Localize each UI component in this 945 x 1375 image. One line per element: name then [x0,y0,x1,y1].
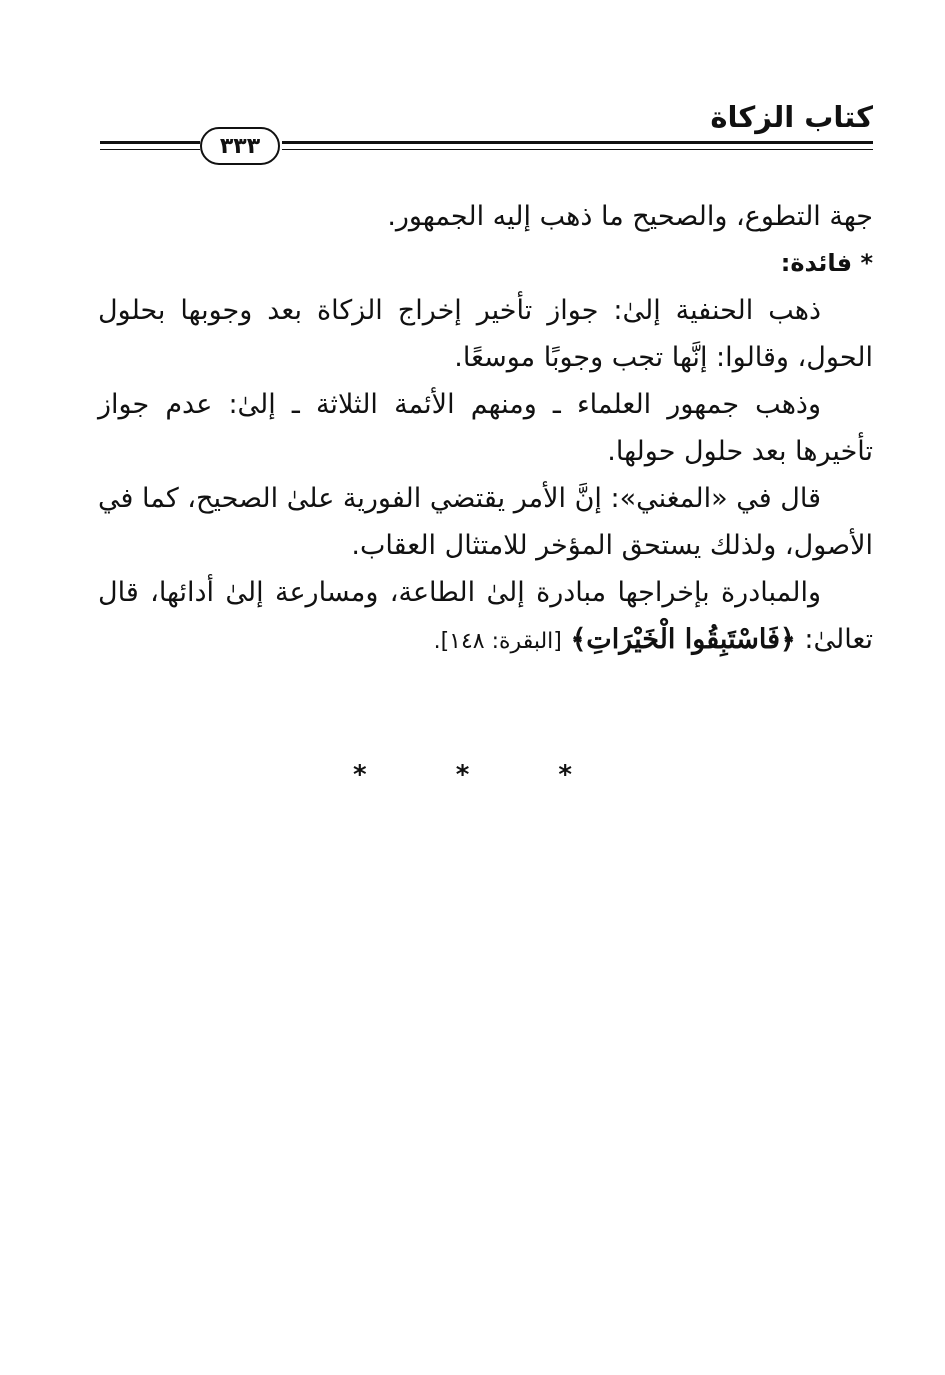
paragraph-text: والمبادرة بإخراجها مبادرة إلىٰ الطاعة، ومسارعة إلىٰ أدائها، قال تعالىٰ: [98,577,873,655]
paragraph: وذهب جمهور العلماء ـ ومنهم الأئمة الثلاثة ـ إلىٰ: عدم جواز تأخيرها بعد حلول حولها. [98,389,873,467]
paragraph: ذهب الحنفية إلىٰ: جواز تأخير إخراج الزكاة بعد وجوبها بحلول الحول، وقالوا: إنَّها تجب وجوبًا موسعًا. [98,295,873,373]
paragraph: جهة التطوع، والصحيح ما ذهب إليه الجمهور. [387,201,873,232]
quran-verse: ﴿فَاسْتَبِقُوا الْخَيْرَاتِ﴾ [570,624,796,655]
page-number: ٣٣٣ [200,127,280,165]
header-rule [100,149,200,150]
verse-reference: [البقرة: ١٤٨]. [433,629,562,654]
header-rule [282,149,873,150]
header-rule [100,141,200,144]
section-heading: * فائدة: [780,249,873,277]
body-text [98,193,873,665]
header-rule [282,141,873,144]
paragraph: قال في «المغني»: إنَّ الأمر يقتضي الفورية علىٰ الصحيح، كما في الأصول، ولذلك يستحق المؤخر للامتثال العقاب. [98,483,873,561]
paragraph [98,569,873,665]
section-separator: * * * [353,760,612,790]
running-title: كتاب الزكاة [710,100,873,134]
